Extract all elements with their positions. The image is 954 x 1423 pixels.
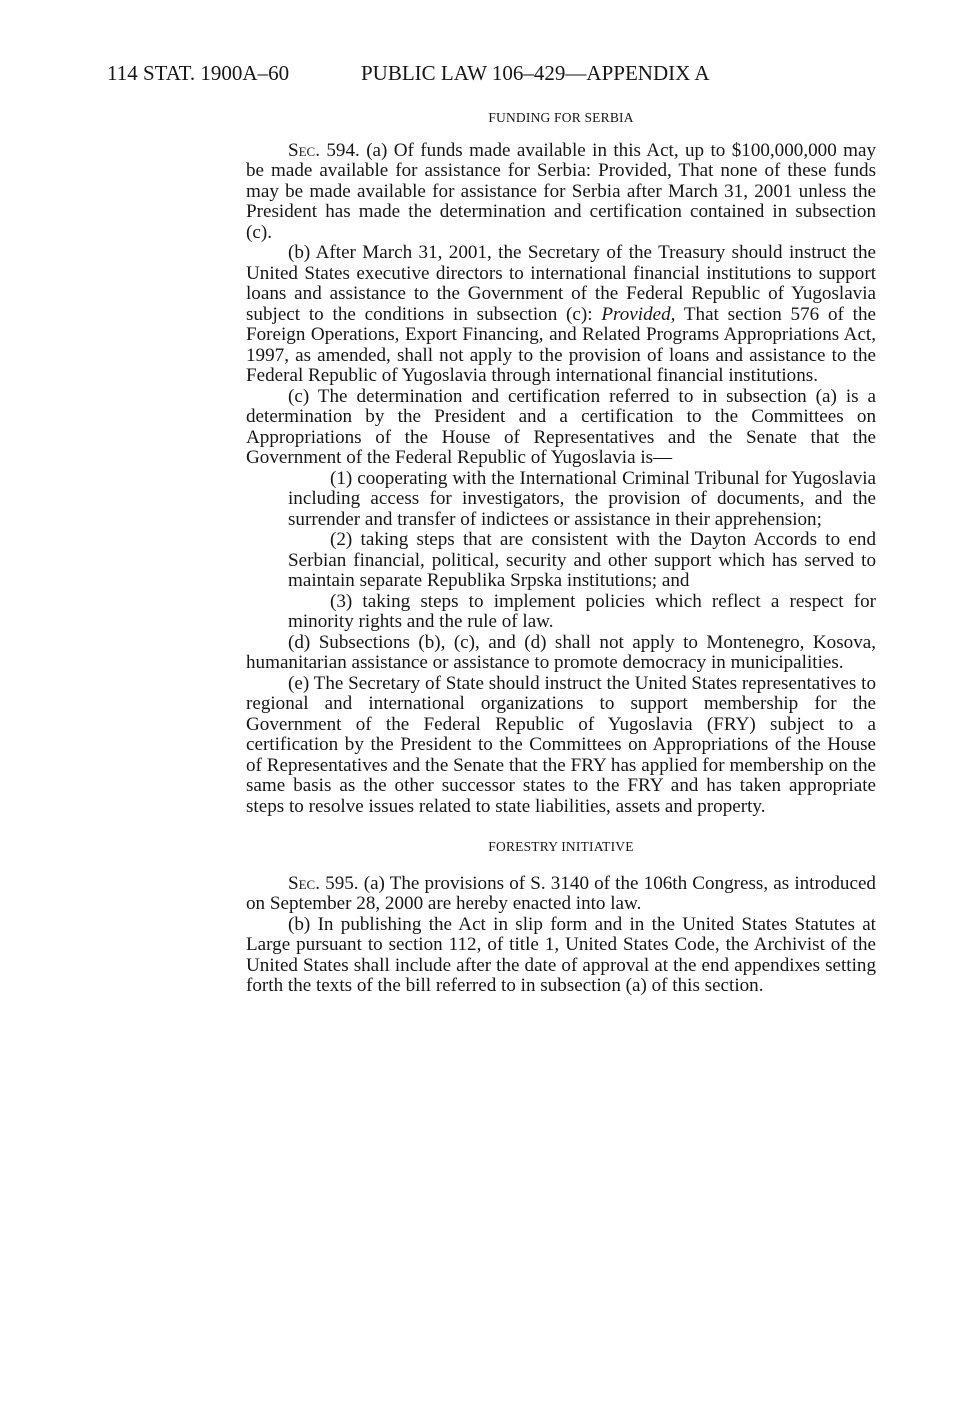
sec-594-c-paragraph-3: (3) taking steps to implement policies which reflect a respect for minority rights and the rule of law. xyxy=(288,590,876,632)
sec-594-b-end: That section 576 of the Foreign Operations, Export Financing, and Related Programs Appropriations Act, 1997, as amended, shall not apply to the provision of loans and assistance to the Federal Republic of Yugoslavia through international financial institutions. xyxy=(246,303,877,386)
sec-594-c-paragraph-1: (1) cooperating with the International Criminal Tribunal for Yugoslavia including access for investigators, the provision of documents, and the surrender and transfer of indictees or assistance in their apprehension; xyxy=(288,467,876,530)
statute-page-number: 114 STAT. 1900A–60 xyxy=(107,61,290,85)
sec-594-subsection-c: (c) The determination and certification referred to in subsection (a) is a determination by the President and a certification to the Committees on Appropriations of the House of Representatives and the Senate that the Government of the Federal Republic of Yugoslavia is— xyxy=(246,385,876,468)
page-header xyxy=(107,58,867,88)
sec-594-b-provided: Provided, xyxy=(601,303,676,325)
sec-594-subsection-b xyxy=(246,243,876,387)
sec-594-subsection-a xyxy=(246,141,876,244)
sec-594-label: Sec. 594. xyxy=(288,139,360,161)
sec-594-c-paragraph-2: (2) taking steps that are consistent with the Dayton Accords to end Serbian financial, political, security and other support which has served to maintain separate Republika Srpska institutions; and xyxy=(288,529,876,591)
sec-594-subsection-d: (d) Subsections (b), (c), and (d) shall not apply to Montenegro, Kosova, humanitarian assistance or assistance to promote democracy in municipalities. xyxy=(246,631,876,673)
section-595-caption: FORESTRY INITIATIVE xyxy=(488,839,634,854)
public-law-title: PUBLIC LAW 106–429—APPENDIX A xyxy=(361,61,710,85)
sec-595-a-text: (a) The provisions of S. 3140 of the 106th Congress, as introduced on September 28, 2000 are hereby enacted into law. xyxy=(246,872,876,914)
sec-594-a-text: (a) Of funds made available in this Act, up to $100,000,000 may be made available for assistance for Serbia: Provided, That none of these funds may be made available for assistance for Serbia after March 31, 2001 unless the President has made the determination and certification contained in subsection (c). xyxy=(246,139,876,243)
section-594-caption: FUNDING FOR SERBIA xyxy=(488,110,634,125)
sec-594-subsection-e: (e) The Secretary of State should instruct the United States representatives to regional and international organizations to support membership for the Government of the Federal Republic of Yugoslavia (FRY) subject to a certification by the President to the Committees on Appropriations of the House of Representatives and the Senate that the FRY has applied for membership on the same basis as the other successor states to the FRY and has taken appropriate steps to resolve issues related to state liabilities, assets and property. xyxy=(246,672,876,817)
sec-595-subsection-a xyxy=(246,874,876,915)
body-text-column xyxy=(246,106,876,997)
sec-595-label: Sec. 595. xyxy=(288,872,359,894)
sec-595-subsection-b: (b) In publishing the Act in slip form and in the United States Statutes at Large pursuant to section 112, of title 1, United States Code, the Archivist of the United States shall include after the date of approval at the end appendixes setting forth the texts of the bill referred to in subsection (a) of this section. xyxy=(246,913,876,996)
sec-594-b-start: (b) After March 31, 2001, the Secretary of the Treasury should instruct the United States executive directors to international financial institutions to support loans and assistance to the Government of the Federal Republic of Yugoslavia subject to the conditions in subsection (c): xyxy=(246,242,876,325)
